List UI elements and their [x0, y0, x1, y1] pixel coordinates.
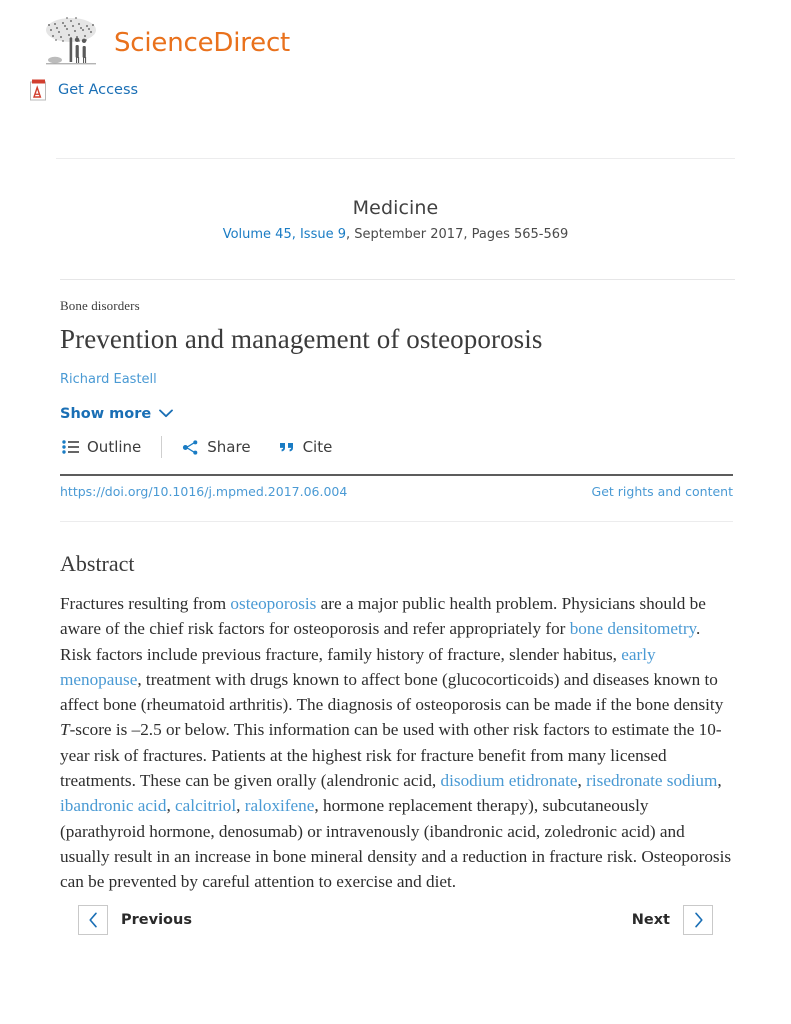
- get-rights-and-content-link[interactable]: Get rights and content: [591, 484, 733, 499]
- elsevier-tree-logo-icon[interactable]: [42, 14, 100, 72]
- outline-list-icon: [62, 440, 79, 454]
- abstract-text-run: , hormone replacement therapy), subcutaneously (parathyroid hormone, denosumab) or intravenously (ibandronic acid, zoledronic acid) and usually result in an increase in bone mineral density and a reduction in fracture risk. Osteoporosis can be prevented by careful attention to exercise and diet.: [60, 796, 732, 892]
- abstract-text-run: ,: [577, 770, 587, 790]
- abstract-text-run: Fractures resulting from: [60, 594, 231, 613]
- journal-divider: [60, 279, 735, 280]
- cite-button[interactable]: [279, 438, 333, 456]
- abstract-text-run: ,: [717, 770, 722, 790]
- abstract-text-run: ,: [236, 796, 245, 816]
- chevron-left-icon: [78, 905, 108, 935]
- abstract-text-run: are a major public health problem. Physicians should be aware of the chief risk factors for osteoporosis and refer appropriately for: [60, 594, 706, 639]
- page-title: Prevention and management of osteoporosis: [60, 324, 543, 354]
- header-divider: [56, 158, 735, 159]
- abstract-text: [60, 591, 735, 894]
- journal-meta-rest: , September 2017, Pages 565-569: [346, 227, 569, 242]
- journal-title[interactable]: Medicine: [352, 197, 439, 219]
- abstract-link[interactable]: raloxifene: [244, 796, 315, 816]
- doi-top-rule: [60, 474, 733, 476]
- abstract-link[interactable]: osteoporosis: [230, 594, 317, 613]
- outline-button[interactable]: [62, 438, 141, 456]
- previous-article-button[interactable]: [78, 905, 192, 935]
- article-header: [60, 298, 735, 423]
- article-section-label: Bone disorders: [60, 298, 140, 313]
- author-link[interactable]: Richard Eastell: [60, 372, 157, 388]
- pdf-icon: [30, 79, 49, 101]
- abstract-link[interactable]: ibandronic acid: [60, 796, 167, 816]
- share-label: Share: [207, 438, 251, 456]
- doi-bottom-divider: [60, 521, 733, 522]
- journal-meta: [0, 227, 791, 242]
- abstract-link[interactable]: bone densitometry: [569, 619, 697, 639]
- action-separator: [161, 436, 162, 458]
- chevron-right-icon: [683, 905, 713, 935]
- show-more-button[interactable]: [60, 406, 173, 422]
- abstract-link[interactable]: early menopause: [60, 644, 656, 689]
- share-nodes-icon: [182, 440, 199, 455]
- next-article-button[interactable]: [632, 905, 713, 935]
- abstract-text-run: ,: [166, 796, 176, 816]
- doi-link[interactable]: https://doi.org/10.1016/j.mpmed.2017.06.004: [60, 484, 348, 499]
- next-label: Next: [631, 912, 670, 928]
- abstract-link[interactable]: disodium etidronate: [440, 770, 578, 790]
- brand-wordmark[interactable]: ScienceDirect: [114, 28, 291, 58]
- abstract-text-run: . Risk factors include previous fracture, family history of fracture, slender habitus,: [60, 619, 701, 664]
- abstract-italic: T: [60, 720, 70, 740]
- article-pagination: [78, 905, 713, 935]
- cite-label: Cite: [302, 438, 333, 456]
- abstract-heading: Abstract: [60, 551, 135, 576]
- doi-row: [60, 484, 733, 499]
- abstract-section: [60, 551, 735, 912]
- abstract-link[interactable]: risedronate sodium: [586, 770, 718, 790]
- article-action-bar: [62, 435, 332, 459]
- journal-info: [0, 197, 791, 242]
- get-access-label: Get Access: [58, 82, 139, 98]
- show-more-label: Show more: [60, 406, 152, 423]
- get-access-row[interactable]: [0, 62, 791, 96]
- quote-marks-icon: [279, 441, 295, 454]
- site-header: [0, 0, 791, 62]
- previous-label: Previous: [121, 912, 192, 928]
- chevron-down-icon: [159, 406, 173, 422]
- abstract-text-run: -score is –2.5 or below. This information can be used with other risk factors to estimate the 10-year risk of fractures. Patients at the highest risk for fracture benefit from many licensed treatments. These can be given orally (alendronic acid,: [60, 720, 722, 790]
- outline-label: Outline: [87, 438, 142, 456]
- volume-issue-link[interactable]: Volume 45, Issue 9: [222, 227, 346, 242]
- abstract-text-run: , treatment with drugs known to affect bone (glucocorticoids) and diseases known to affect bone (rheumatoid arthritis). The diagnosis of osteoporosis can be made if the bone density: [60, 669, 724, 715]
- share-button[interactable]: [182, 438, 250, 456]
- abstract-link[interactable]: calcitriol: [175, 796, 237, 816]
